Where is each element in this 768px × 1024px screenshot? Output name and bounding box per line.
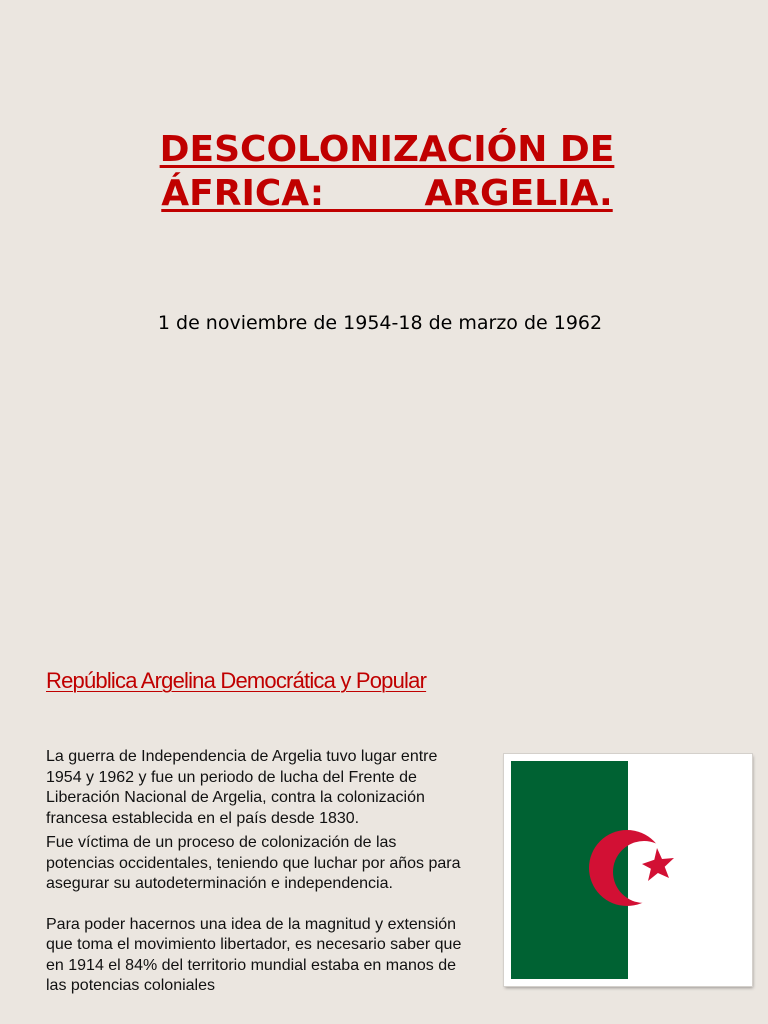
slide-subtitle: República Argelina Democrática y Popular [46, 668, 427, 693]
content-slide [0, 620, 768, 1024]
flag-image-frame [504, 754, 752, 986]
algeria-flag-icon [511, 761, 745, 979]
paragraph-1: La guerra de Independencia de Argelia tuvo lugar entre 1954 y 1962 y fue un periodo de lucha del Frente de Liberación Nacional de Argelia, contra la colonización francesa establecida en el país desde 1830. [46, 748, 438, 827]
body-text [46, 747, 466, 997]
paragraph-2: Fue víctima de un proceso de colonización de las potencias occidentales, teniendo que luchar por años para asegurar su autodeterminación e independencia. [46, 834, 461, 892]
date-range: 1 de noviembre de 1954-18 de marzo de 1962 [157, 312, 603, 334]
slide-title-line-1: DESCOLONIZACIÓN DE [159, 129, 615, 170]
slide-title-line-2: ÁFRICA: ARGELIA. [161, 173, 613, 214]
paragraph-3: Para poder hacernos una idea de la magnitud y extensión que toma el movimiento libertador, es necesario saber que en 1914 el 84% del territorio mundial estaba en manos de las potencias coloniales [46, 915, 462, 994]
slide-title [0, 128, 768, 216]
